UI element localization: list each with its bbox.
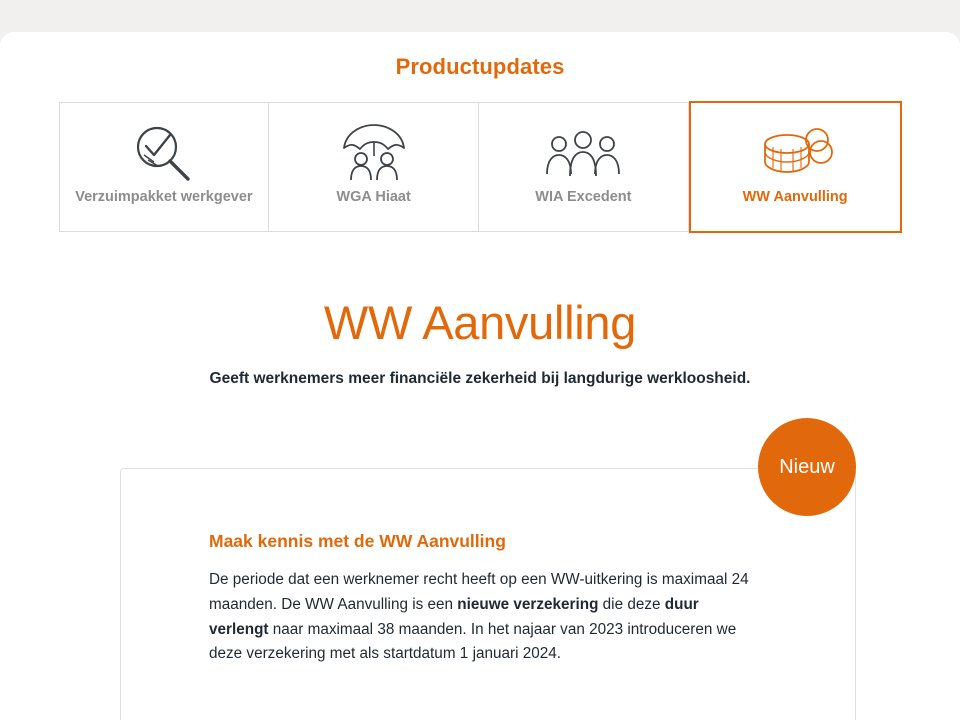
magnifier-checkmark-icon — [130, 117, 198, 189]
coins-stack-icon — [755, 117, 835, 189]
tab-label: WIA Excedent — [535, 189, 632, 205]
card-title: Maak kennis met de WW Aanvulling — [209, 531, 506, 551]
tab-label: WGA Hiaat — [336, 189, 411, 205]
tab-label: Verzuimpakket werkgever — [75, 189, 253, 205]
card-text-part1: De periode dat een werknemer recht heeft op een WW-uitkering is maximaal 24 maanden. De WW Aanvulling is een — [209, 571, 749, 613]
tab-wga-hiaat[interactable] — [269, 102, 479, 232]
card-body — [209, 568, 749, 667]
card-text-part3: naar maximaal 38 maanden. In het najaar van 2023 introduceren we deze verzekering met als startdatum 1 januari 2024. — [209, 620, 737, 663]
info-card — [120, 468, 856, 720]
product-tabs — [59, 102, 902, 233]
page-title: Productupdates — [395, 54, 565, 79]
card-text-bold2: duur verlengt — [209, 595, 699, 638]
hero-title: WW Aanvulling — [323, 296, 637, 349]
tab-ww-aanvulling[interactable] — [689, 101, 902, 233]
card-text-part2: die deze — [598, 595, 665, 613]
tab-wia-excedent[interactable] — [479, 102, 689, 232]
status-badge — [758, 418, 856, 516]
tab-verzuimpakket-werkgever[interactable] — [59, 102, 270, 232]
tab-label: WW Aanvulling — [742, 189, 848, 205]
card-text-bold1: nieuwe verzekering — [457, 595, 599, 613]
group-people-icon — [541, 117, 625, 189]
status-badge-label: Nieuw — [779, 455, 835, 478]
hero-subtitle: Geeft werknemers meer financiële zekerheid bij langdurige werkloosheid. — [209, 370, 751, 387]
umbrella-people-icon — [336, 117, 412, 189]
